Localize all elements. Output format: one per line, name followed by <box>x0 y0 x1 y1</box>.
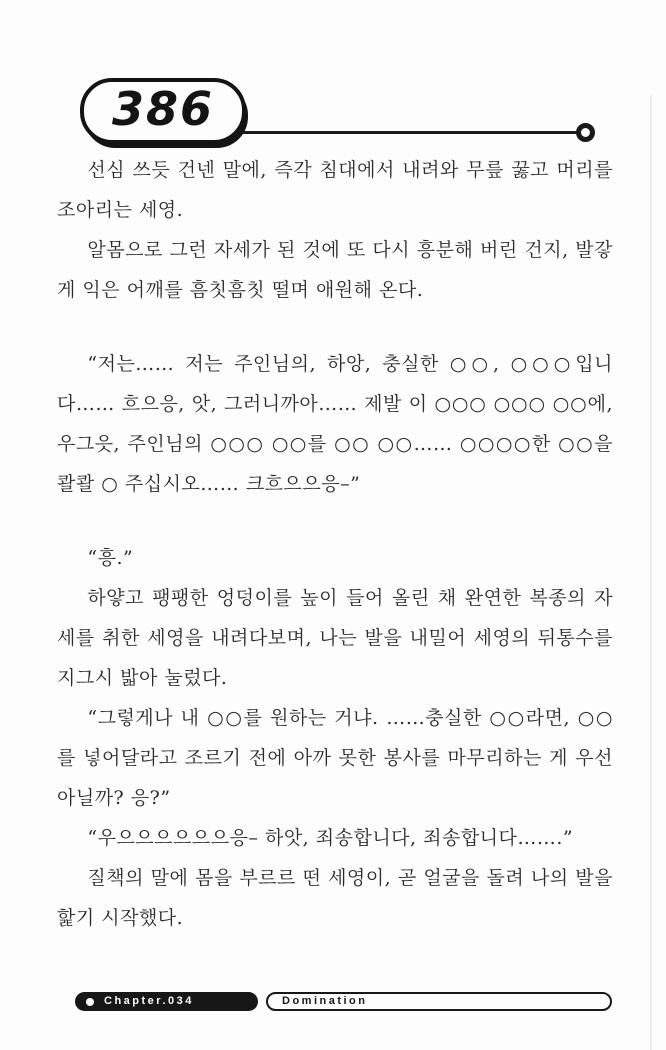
paragraph-dialogue: “그렇게나 내 ○○를 원하는 거냐. ……충실한 ○○라면, ○○를 넣어달라고 조르기 전에 아까 못한 봉사를 마무리하는 게 우선 아닐까? 응?” <box>57 707 613 809</box>
paragraph-dialogue: “저는…… 저는 주인님의, 하앙, 충실한 ○○, ○○○입니다…… 흐으응, 앗, 그러니까아…… 제발 이 ○○○ ○○○ ○○에, 우그읏, 주인님의 ○○○ ○○를 ○○ ○○…… ○○○○한 ○○을 콸콸 ○ 주십시오…… 크흐으으응–” <box>57 353 613 495</box>
page-number: 386 <box>111 82 215 136</box>
series-label: Domination <box>282 995 368 1007</box>
footer-chapter-pill <box>75 992 258 1011</box>
paragraph-dialogue: “흥.” <box>87 547 134 569</box>
page-number-badge <box>80 78 246 144</box>
footer-series-pill <box>266 992 612 1011</box>
bullet-dot-icon <box>86 998 94 1006</box>
ring-icon <box>576 123 595 142</box>
paragraph: 선심 쓰듯 건넨 말에, 즉각 침대에서 내려와 무릎 꿇고 머리를 조아리는 세영. <box>57 159 613 221</box>
chapter-label: Chapter.034 <box>104 995 194 1007</box>
paragraph: 알몸으로 그런 자세가 된 것에 또 다시 흥분해 버린 건지, 발갛게 익은 어깨를 흠칫흠칫 떨며 애원해 온다. <box>57 239 613 301</box>
paragraph: 질책의 말에 몸을 부르르 떤 세영이, 곧 얼굴을 돌려 나의 발을 핥기 시작했다. <box>57 867 613 929</box>
novel-text-block <box>57 150 613 938</box>
paragraph: 하얗고 팽팽한 엉덩이를 높이 들어 올린 채 완연한 복종의 자세를 취한 세영을 내려다보며, 나는 발을 내밀어 세영의 뒤통수를 지그시 밟아 눌렀다. <box>57 587 613 689</box>
paragraph-dialogue: “우으으으으으으응– 하앗, 죄송합니다, 죄송합니다…….” <box>87 827 574 849</box>
page-edge-shadow <box>650 95 652 1050</box>
header-rule-line <box>230 131 580 134</box>
